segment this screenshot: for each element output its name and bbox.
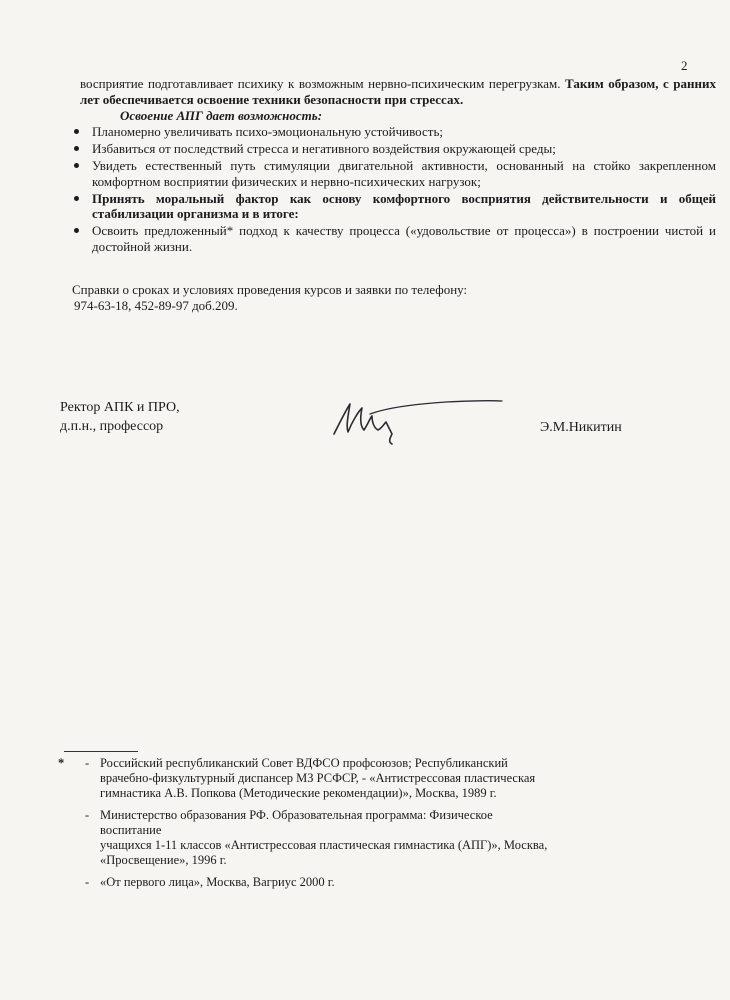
benefits-list [66,124,716,256]
list-item: Принять моральный фактор как основу комфортного восприятия действительности и общей стабилизации организма и в итоге: [66,191,716,222]
dash-icon: - [85,875,90,889]
contact-info [72,282,692,314]
signer-name: Э.М.Никитин [540,420,622,435]
bullet-icon [74,129,79,134]
page-number: 2 [681,58,688,73]
signer-title-line-1: Ректор АПК и ПРО, [60,400,180,415]
signer-title-line-2: д.п.н., профессор [60,419,164,434]
signer-title [60,398,180,436]
section-subheading: Освоение АПГ дает возможность: [120,108,323,123]
bullet-icon [74,146,79,151]
bullet-icon [74,163,79,168]
contact-phones: 974-63-18, 452-89-97 доб.209. [74,298,238,313]
list-item: Освоить предложенный* подход к качеству процесса («удовольствие от процесса») в построении чистой и достойной жизни. [66,223,716,254]
footnote-mark: * [58,756,65,770]
footnotes-divider [64,751,138,752]
intro-paragraph [80,76,716,108]
intro-line-1-bold: Таким [565,76,604,91]
footnote-item: - Министерство образования РФ. Образовательная программа: Физическое воспитание учащихся 1-11 классов «Антистрессовая пластическая гимнастика (АПГ)», Москва, «Просвещение», 1996 г. [85,808,548,867]
dash-icon: - [85,808,90,822]
footnotes [56,756,716,897]
list-item: Увидеть естественный путь стимуляции двигательной активности, основанный на стойко закрепленном комфортном восприятии физических и нервно-психических нагрузок; [66,158,716,189]
bullet-icon [74,196,79,201]
intro-line-2: образом, с ранних лет обеспечивается освоение техники безопасности при стрессах. [80,76,716,107]
intro-line-1: восприятие подготавливает психику к возможным нервно-психическим перегрузкам. [80,76,561,91]
contact-line: Справки о сроках и условиях проведения курсов и заявки по телефону: [72,282,468,297]
dash-icon: - [85,756,90,770]
list-item: Планомерно увеличивать психо-эмоциональную устойчивость; [66,124,716,140]
list-item: Избавиться от последствий стресса и негативного воздействия окружающей среды; [66,141,716,157]
handwritten-signature [326,394,516,454]
bullet-icon [74,228,79,233]
footnote-item: - «От первого лица», Москва, Вагриус 2000 г. [85,875,335,889]
footnote-item: * - Российский республиканский Совет ВДФСО профсоюзов; Республиканский врачебно-физкультурный диспансер МЗ РСФСР, - «Антистрессовая пластическая гимнастика А.В. Попкова (Методические рекомендации)», Москва, 1989 г. [58,756,536,800]
